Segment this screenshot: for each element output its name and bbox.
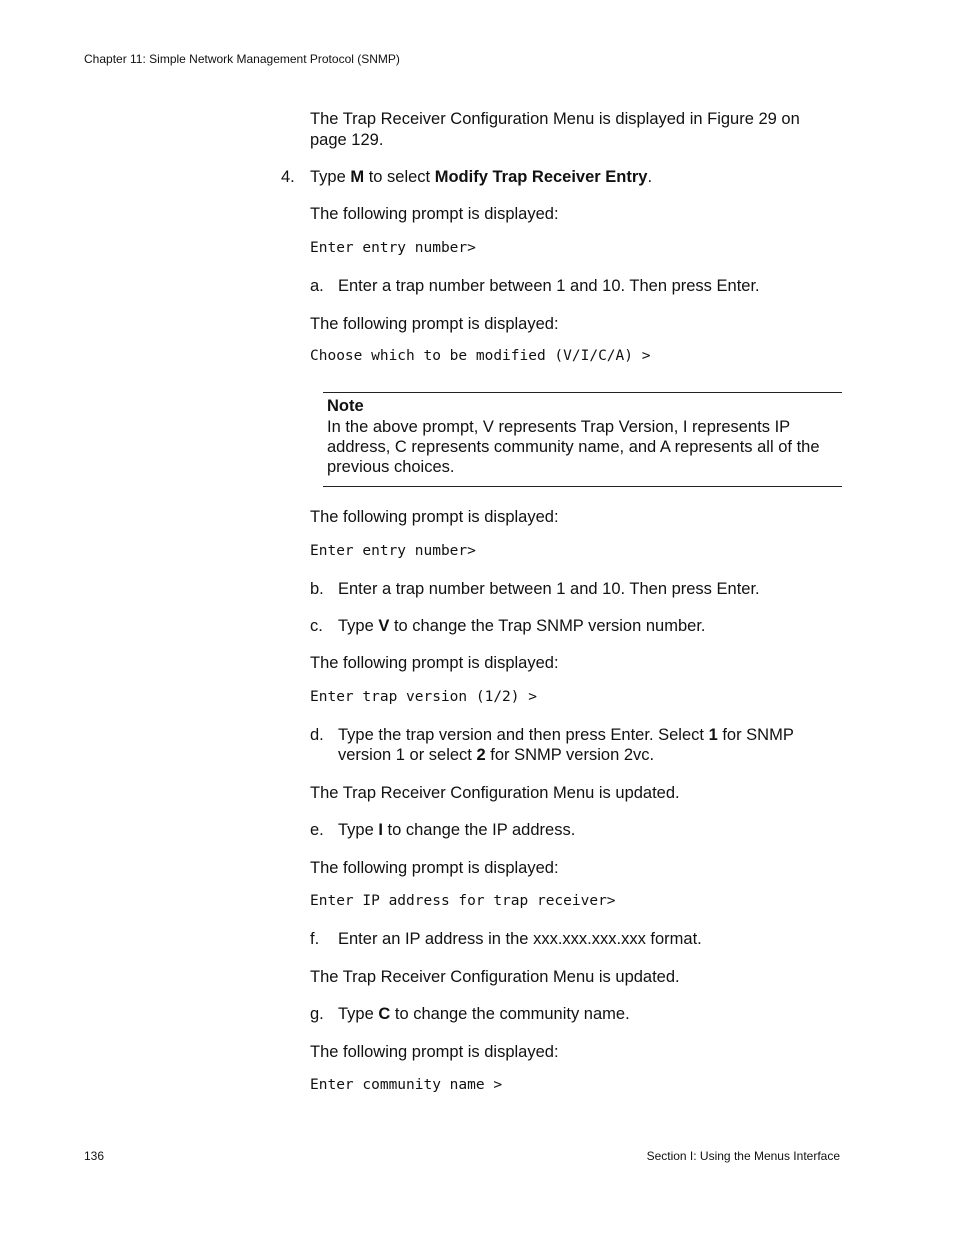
note-title: Note	[327, 397, 364, 415]
step-4-number: 4.	[281, 168, 295, 186]
menu-updated-text: The Trap Receiver Configuration Menu is updated.	[310, 784, 680, 802]
substep-f-marker: f.	[310, 930, 320, 948]
substep-e-text: Type I to change the IP address.	[338, 821, 576, 839]
prompt-entry-number: Enter entry number>	[310, 543, 476, 559]
note-bottom-rule	[323, 486, 842, 487]
prompt-community: Enter community name >	[310, 1077, 503, 1093]
substep-c-marker: c.	[310, 617, 323, 635]
intro-line-2: page 129.	[310, 131, 384, 149]
chapter-header: Chapter 11: Simple Network Management Protocol (SNMP)	[84, 52, 400, 66]
substep-g-marker: g.	[310, 1005, 324, 1023]
intro-line-1: The Trap Receiver Configuration Menu is displayed in Figure 29 on	[310, 110, 800, 128]
prompt-entry-number: Enter entry number>	[310, 240, 476, 256]
substep-d-line-1: Type the trap version and then press Enter. Select 1 for SNMP	[338, 726, 794, 744]
substep-c-text: Type V to change the Trap SNMP version number.	[338, 617, 706, 635]
prompt-intro: The following prompt is displayed:	[310, 859, 559, 877]
prompt-trap-version: Enter trap version (1/2) >	[310, 689, 537, 705]
menu-updated-text: The Trap Receiver Configuration Menu is updated.	[310, 968, 680, 986]
prompt-intro: The following prompt is displayed:	[310, 315, 559, 333]
substep-a-text: Enter a trap number between 1 and 10. Then press Enter.	[338, 277, 760, 295]
page-number: 136	[84, 1149, 105, 1163]
substep-d-line-2: version 1 or select 2 for SNMP version 2vc.	[338, 746, 655, 764]
substep-f-text: Enter an IP address in the xxx.xxx.xxx.xxx format.	[338, 930, 702, 948]
substep-g-text: Type C to change the community name.	[338, 1005, 630, 1023]
note-line-1: In the above prompt, V represents Trap Version, I represents IP	[327, 418, 791, 436]
substep-d-marker: d.	[310, 726, 324, 744]
prompt-intro: The following prompt is displayed:	[310, 508, 559, 526]
prompt-intro: The following prompt is displayed:	[310, 1043, 559, 1061]
substep-b-marker: b.	[310, 580, 324, 598]
step-4-text: Type M to select Modify Trap Receiver Entry.	[310, 168, 653, 186]
note-line-3: previous choices.	[327, 458, 455, 476]
prompt-choose: Choose which to be modified (V/I/C/A) >	[310, 348, 651, 364]
substep-b-text: Enter a trap number between 1 and 10. Then press Enter.	[338, 580, 760, 598]
prompt-intro: The following prompt is displayed:	[310, 205, 559, 223]
section-footer: Section I: Using the Menus Interface	[646, 1149, 840, 1163]
note-top-rule	[323, 392, 842, 393]
prompt-intro: The following prompt is displayed:	[310, 654, 559, 672]
prompt-ip-address: Enter IP address for trap receiver>	[310, 893, 616, 909]
substep-a-marker: a.	[310, 277, 324, 295]
note-line-2: address, C represents community name, and A represents all of the	[327, 438, 820, 456]
substep-e-marker: e.	[310, 821, 324, 839]
